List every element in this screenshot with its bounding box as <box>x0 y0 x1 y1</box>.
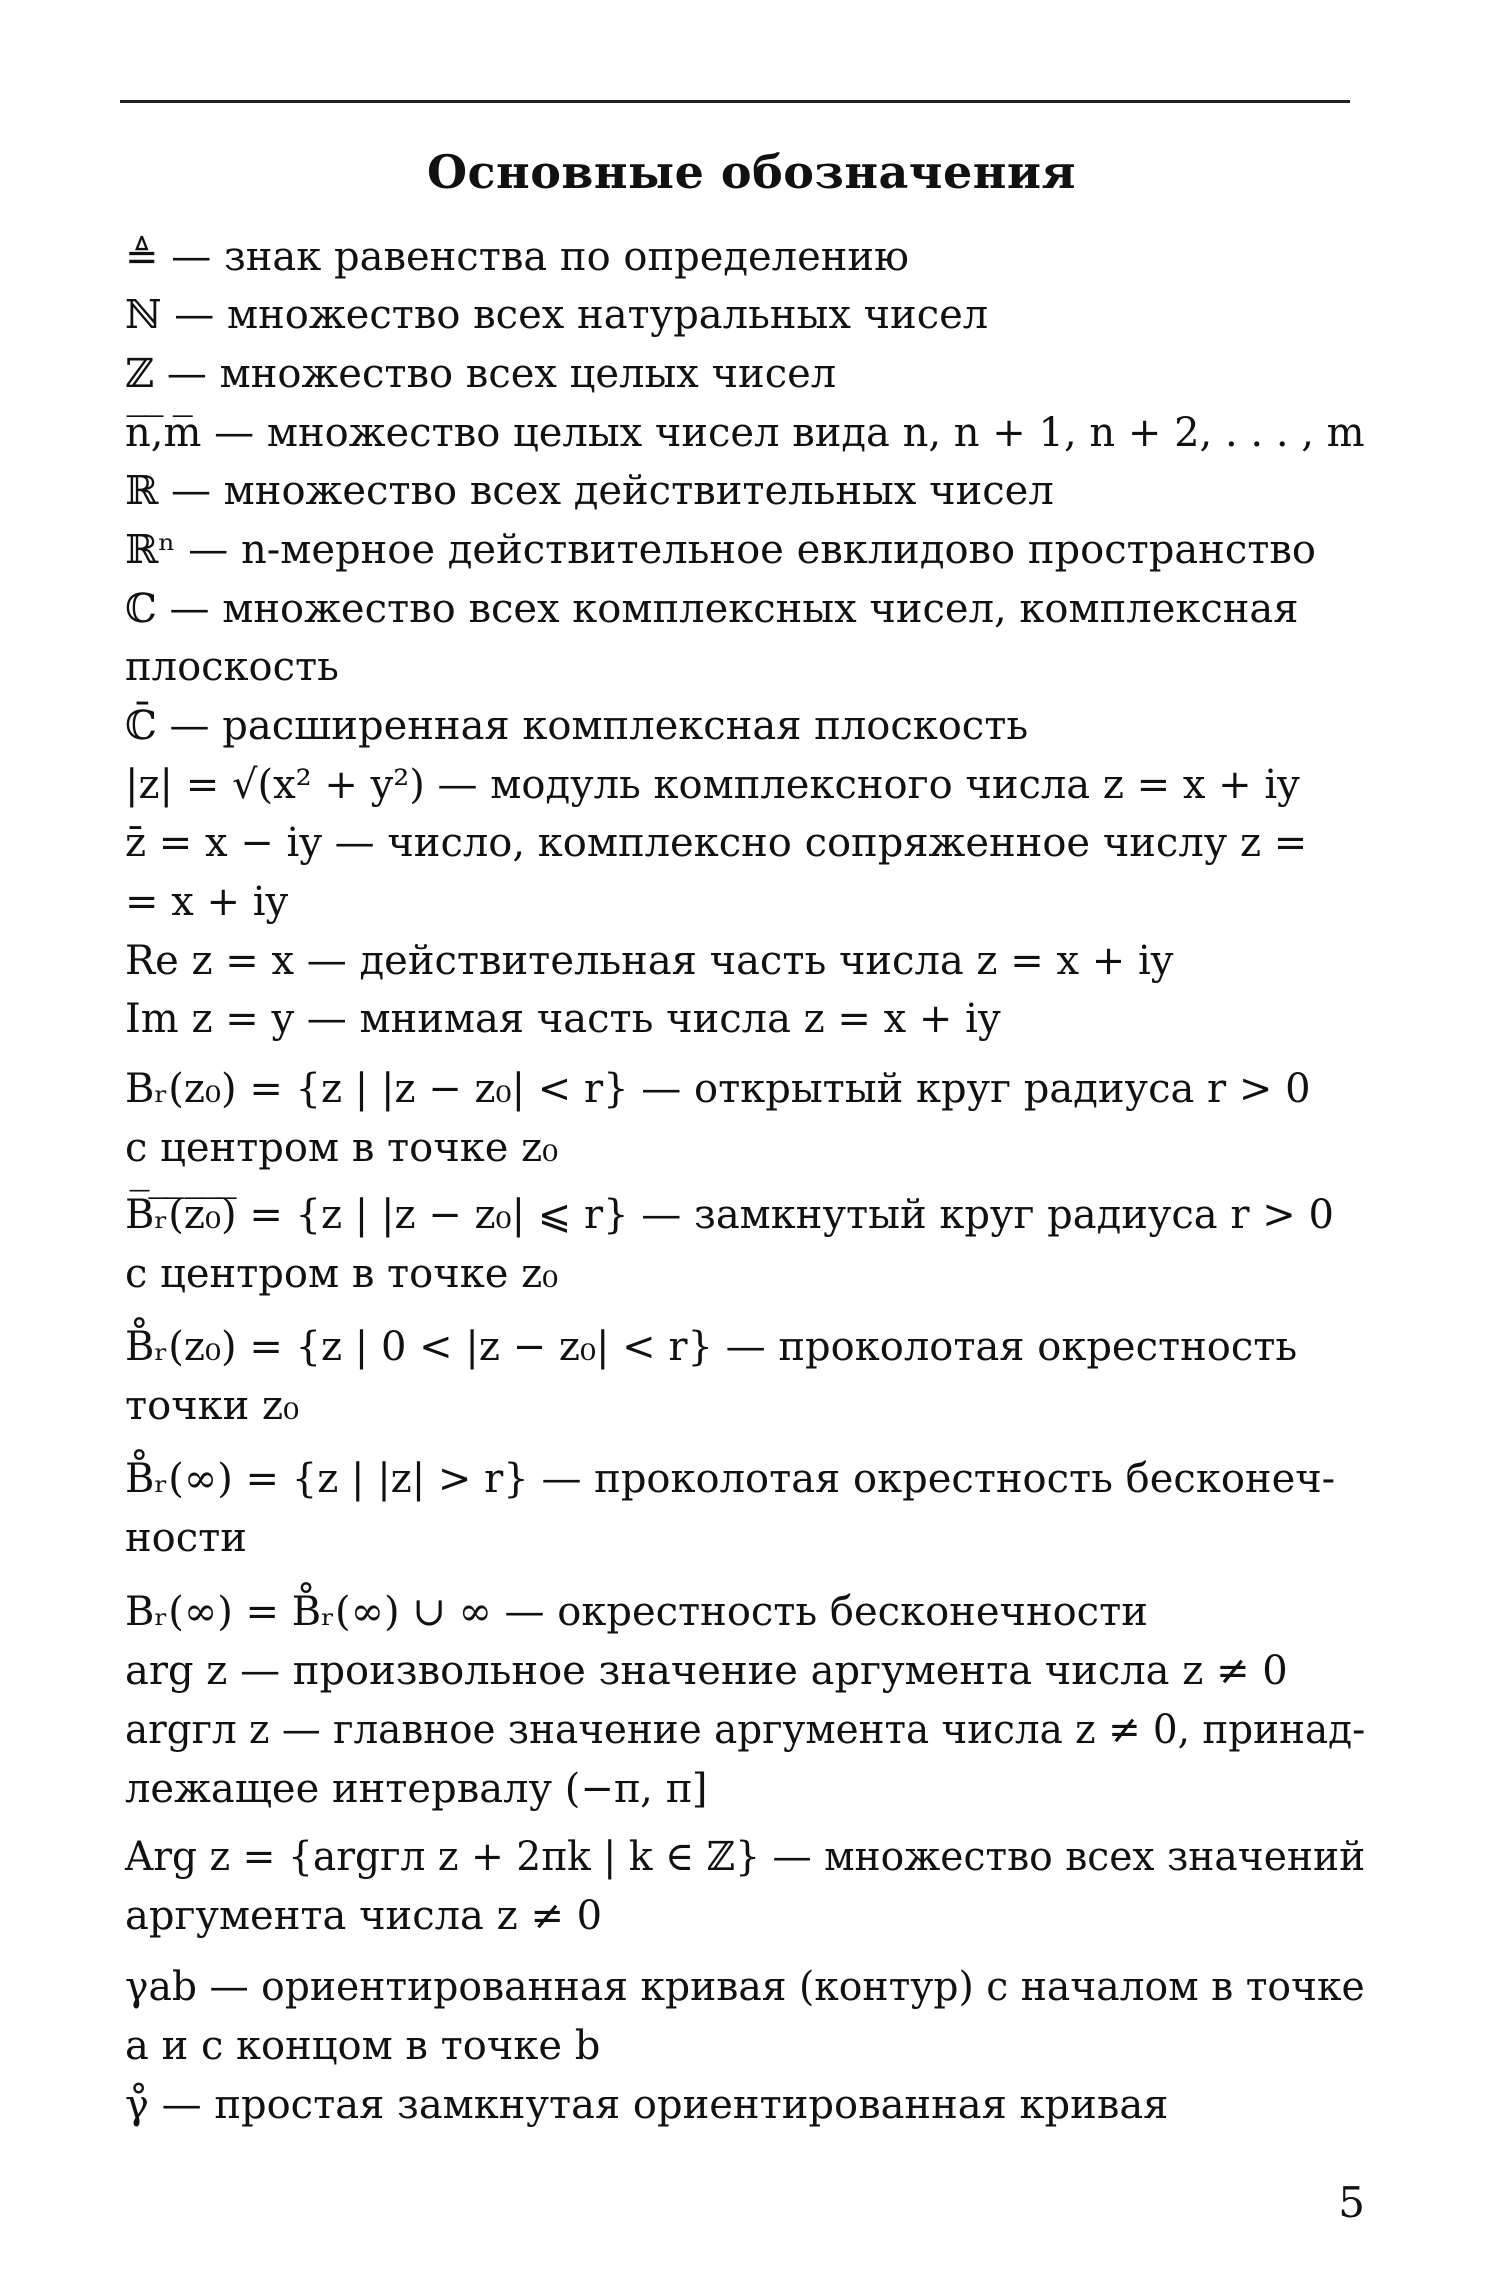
notation-line: B̊ᵣ(∞) = {z | |z| > r} — проколотая окрестность бесконеч- <box>125 1456 1336 1502</box>
notation-line: ℝ — множество всех действительных чисел <box>125 468 1054 514</box>
notation-line: ℝⁿ — n-мерное действительное евклидово пространство <box>125 527 1316 573</box>
notation-line: Arg z = {argгл z + 2πk | k ∈ ℤ} — множество всех значений <box>125 1834 1366 1880</box>
notation-line: с центром в точке z₀ <box>125 1251 559 1297</box>
notation-line: Im z = y — мнимая часть числа z = x + iy <box>125 996 1001 1042</box>
notation-line: n̅,̅m̅ — множество целых чисел вида n, n + 1, n + 2, . . . , m <box>125 410 1365 456</box>
notation-line: B̊ᵣ(z₀) = {z | 0 < |z − z₀| < r} — проколотая окрестность <box>125 1324 1298 1370</box>
notation-line: Re z = x — действительная часть числа z = x + iy <box>125 938 1174 984</box>
notation-line: плоскость <box>125 644 339 690</box>
notation-line: ≜ — знак равенства по определению <box>125 234 909 280</box>
notation-line: argгл z — главное значение аргумента числа z ≠ 0, принад- <box>125 1707 1366 1753</box>
notation-line: B̅ᵣ̅(̅z̅₀̅)̅ = {z | |z − z₀| ⩽ r} — замкнутый круг радиуса r > 0 <box>125 1192 1334 1238</box>
notation-line: γab — ориентированная кривая (контур) с началом в точке <box>125 1964 1365 2010</box>
notation-line: |z| = √(x² + y²) — модуль комплексного числа z = x + iy <box>125 762 1300 808</box>
page-number: 5 <box>1338 2178 1365 2227</box>
notation-line: Bᵣ(z₀) = {z | |z − z₀| < r} — открытый круг радиуса r > 0 <box>125 1066 1311 1112</box>
notation-line: a и с концом в точке b <box>125 2023 601 2069</box>
header-rule <box>120 100 1350 103</box>
notation-line: ℕ — множество всех натуральных чисел <box>125 292 989 338</box>
notation-line: с центром в точке z₀ <box>125 1125 559 1171</box>
notation-line: arg z — произвольное значение аргумента числа z ≠ 0 <box>125 1648 1288 1694</box>
notation-line: ℂ̄ — расширенная комплексная плоскость <box>125 703 1029 749</box>
notation-line: точки z₀ <box>125 1383 300 1429</box>
notation-line: лежащее интервалу (−π, π] <box>125 1766 708 1812</box>
notation-line: ℂ — множество всех комплексных чисел, комплексная <box>125 586 1299 632</box>
notation-line: ℤ — множество всех целых чисел <box>125 351 837 397</box>
notation-line: γ̊ — простая замкнутая ориентированная кривая <box>125 2082 1169 2128</box>
notation-line: z̄ = x − iy — число, комплексно сопряженное числу z = <box>125 820 1308 866</box>
notation-line: аргумента числа z ≠ 0 <box>125 1893 603 1939</box>
page-title: Основные обозначения <box>426 145 1077 199</box>
notation-line: ности <box>125 1515 247 1561</box>
notation-line: Bᵣ(∞) = B̊ᵣ(∞) ∪ ∞ — окрестность бесконечности <box>125 1589 1148 1635</box>
notation-line: = x + iy <box>125 879 289 925</box>
